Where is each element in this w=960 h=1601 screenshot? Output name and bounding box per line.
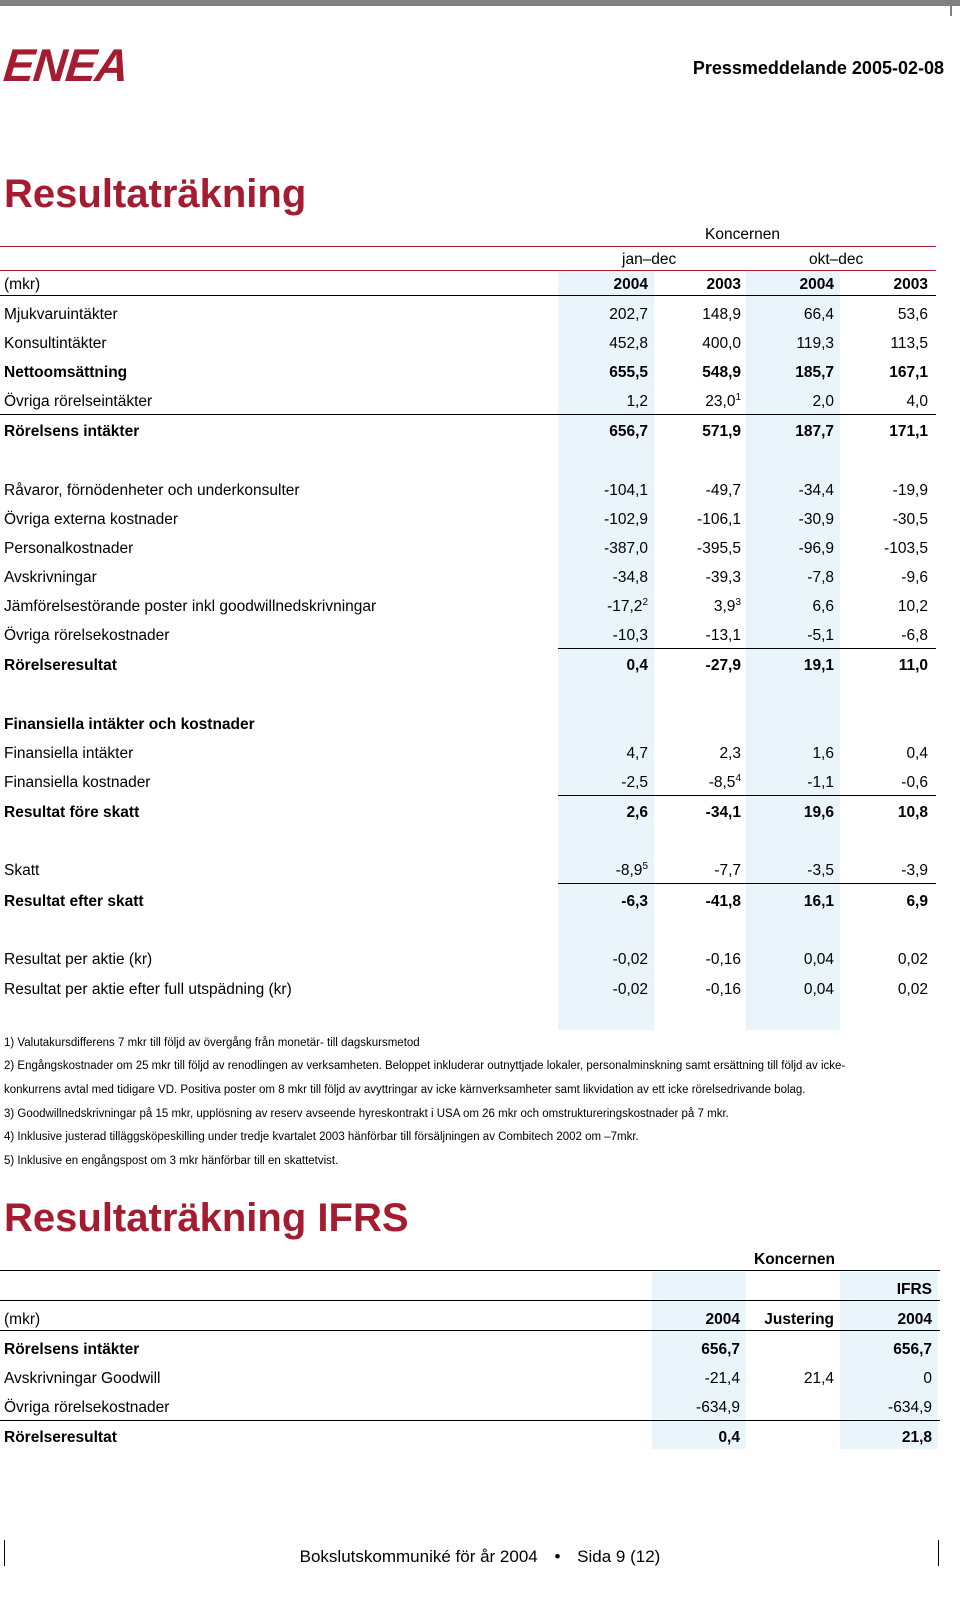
value-cell: -0,02 [612,951,648,968]
document-name: Bokslutskommuniké för år 2004 [299,1547,538,1566]
table-row [0,889,936,915]
row-label: Finansiella intäkter och kostnader [4,716,255,733]
value-cell: 19,6 [803,804,834,821]
value-cell: -6,3 [621,893,648,910]
section-heading-row [0,712,936,738]
value-cell: -34,4 [798,482,834,499]
table-row [0,1337,940,1363]
value-cell: -41,8 [705,893,741,910]
value-cell: -103,5 [884,540,928,557]
row-label: Råvaror, förnödenheter och underkonsulter [4,482,300,499]
value-cell: -27,9 [705,657,741,674]
value-cell: 4,0 [906,393,928,410]
footnote-ref: 4 [735,773,741,784]
value-cell: -0,02 [612,981,648,998]
row-label: Övriga rörelsekostnader [4,1399,170,1416]
footnote-ref: 2 [642,597,648,608]
year-cell: 2004 [799,276,834,293]
value-cell: -34,8 [612,569,648,586]
col-header: 2004 [897,1311,932,1328]
value-cell: 4,7 [626,745,648,762]
table-row [0,741,936,767]
table-row [0,623,936,649]
row-label: Resultat per aktie (kr) [4,951,153,968]
year-cell: 2003 [893,276,928,293]
value-cell: -387,0 [604,540,648,557]
divider-line [0,414,936,415]
value-cell: 11,0 [898,657,928,674]
bullet: • [554,1547,561,1566]
value-cell: -49,7 [705,482,741,499]
row-label: Rörelsens intäkter [4,1341,140,1358]
value-cell: 2,3 [719,745,741,762]
value-cell: -19,9 [892,482,928,499]
divider-line [0,1330,940,1331]
divider-line [558,883,936,884]
value-cell: -102,9 [604,511,648,528]
divider-line [0,1270,940,1271]
row-label: Rörelseresultat [4,1429,117,1446]
value-cell: -634,9 [696,1399,740,1416]
table-row [0,1425,940,1451]
value-cell: 0,4 [718,1429,740,1446]
table-row [0,389,936,415]
row-label: Jämförelsestörande poster inkl goodwillnedskrivningar [4,598,377,615]
page-number: Sida 9 [577,1547,626,1566]
value-cell: 6,6 [812,598,834,615]
table-row [0,653,936,679]
value-cell: -10,3 [612,627,648,644]
row-label: Personalkostnader [4,540,134,557]
divider-line [0,1420,940,1421]
top-bar-tick [950,6,952,16]
value-cell: 400,0 [702,335,741,352]
value-cell: 656,7 [701,1341,740,1358]
value-cell: -96,9 [798,540,834,557]
row-label: Avskrivningar [4,569,97,586]
divider-line [0,295,936,296]
row-label: Finansiella intäkter [4,745,134,762]
value-cell: 21,4 [803,1370,834,1387]
value-cell: -30,5 [892,511,928,528]
row-label: Resultat efter skatt [4,893,144,910]
footnote: 3) Goodwillnedskrivningar på 15 mkr, upplösning av reserv avseende hyreskontrakt i USA om 26 mkr och omstruktureringskostnader på 7 mkr. [4,1108,729,1120]
value-cell: 0,02 [897,951,928,968]
divider-line [0,1300,940,1301]
value-cell: -0,6 [901,774,928,791]
value-cell: 0,4 [906,745,928,762]
value-cell: -3,5 [807,862,834,879]
income-statement-table [0,222,936,1032]
row-label: Resultat före skatt [4,804,140,821]
value-cell: 0,4 [626,657,648,674]
value-cell: -6,8 [901,627,928,644]
table-row [0,302,936,328]
row-label: Rörelseresultat [4,657,117,674]
value-cell: 2,6 [626,804,648,821]
footnote: 4) Inklusive justerad tilläggsköpeskilling under tredje kvartalet 2003 hänförbar till försäljningen av Combitech 2002 om –7mkr. [4,1131,639,1143]
table-row [0,331,936,357]
page-footer [0,1547,960,1567]
row-label: Övriga rörelseintäkter [4,393,153,410]
footnote: 2) Engångskostnader om 25 mkr till följd av renodlingen av verksamheten. Beloppet inkluderar outnyttjade lokaler, personalminskning samt ersättning till följd av icke- [4,1060,846,1072]
table-row [0,565,936,591]
value-cell: 148,9 [702,306,741,323]
table-row [0,536,936,562]
value-cell: -21,4 [704,1370,740,1387]
col-header: 2004 [705,1311,740,1328]
value-cell: 16,1 [803,893,834,910]
top-bar [0,0,960,6]
value-cell: -395,5 [697,540,741,557]
row-label: Övriga externa kostnader [4,511,179,528]
table-row [0,360,936,386]
value-cell: 655,5 [609,364,648,381]
value-cell: 6,9 [906,893,928,910]
group-header: Koncernen [754,1251,835,1268]
footnote: 5) Inklusive en engångspost om 3 mkr hänförbar till en skattetvist. [4,1155,339,1167]
enea-logo: ENEA [1,39,131,91]
value-cell: -13,1 [705,627,741,644]
value-cell: -0,16 [705,951,741,968]
year-cell: 2004 [613,276,648,293]
value-cell: 656,7 [893,1341,932,1358]
row-label: Skatt [4,862,40,879]
value-cell: 119,3 [796,335,834,352]
col-header: Justering [764,1311,834,1328]
table-row [0,1395,940,1421]
value-cell: -7,8 [807,569,834,586]
ifrs-table [0,1246,940,1451]
footnote-ref: 3 [735,597,741,608]
ifrs-statement-title: Resultaträkning IFRS [4,1196,409,1240]
value-cell: -5,1 [807,627,834,644]
value-cell: 452,8 [609,335,648,352]
value-cell: -0,16 [705,981,741,998]
value-cell: $-8,9^5$ [615,861,648,879]
value-cell: 19,1 [803,657,834,674]
value-cell: 548,9 [702,364,741,381]
unit-label: (mkr) [4,276,41,293]
value-cell: 1,6 [812,745,834,762]
value-cell: -17,2$^2$ [607,597,648,615]
row-label: Konsultintäkter [4,335,107,352]
table-row [0,858,936,884]
page-total: (12) [630,1547,661,1566]
value-cell: 53,6 [897,306,928,323]
divider-line [0,270,936,271]
value-cell: 113,5 [890,335,928,352]
ifrs-label: IFRS [896,1281,932,1298]
value-cell: $3,9^3$ [713,597,741,615]
value-cell: -3,9 [901,862,928,879]
value-cell: -39,3 [705,569,741,586]
value-cell: 167,1 [889,364,928,381]
row-label: Finansiella kostnader [4,774,151,791]
value-cell: 10,2 [897,598,928,615]
table-row [0,770,936,796]
value-cell: 571,9 [702,423,741,440]
value-cell: 0 [923,1370,932,1387]
value-cell: -106,1 [697,511,741,528]
value-cell: 10,8 [897,804,928,821]
footnote: konkurrens avtal med tidigare VD. Positiva poster om 8 mkr till följd av avyttringar av icke kärnverksamheter samt likvidation av ett icke rörelsedrivande bolag. [4,1084,806,1096]
row-label: Övriga rörelsekostnader [4,627,170,644]
value-cell: 0,02 [897,981,928,998]
row-label: Rörelsens intäkter [4,423,140,440]
value-cell: -30,9 [798,511,834,528]
row-label: Avskrivningar Goodwill [4,1370,161,1387]
value-cell: -7,7 [714,862,741,879]
group-header: Koncernen [705,226,780,243]
value-cell: 202,7 [609,306,648,323]
table-row [0,947,936,973]
value-cell: 0,04 [803,981,834,998]
value-cell: -1,1 [807,774,834,791]
value-cell: 23,0$^1$ [705,392,741,410]
table-row [0,977,936,1003]
value-cell: 66,4 [803,306,834,323]
value-cell: 171,1 [889,423,928,440]
year-cell: 2003 [706,276,741,293]
footnote-ref: 5 [642,861,648,872]
table-row [0,478,936,504]
table-row [0,1366,940,1392]
value-cell: -2,5 [621,774,648,791]
value-cell: 0,04 [803,951,834,968]
period-jan-dec: jan–dec [622,251,677,268]
footnote-ref: 1 [735,392,741,403]
value-cell: -634,9 [888,1399,932,1416]
row-label: Nettoomsättning [4,364,128,381]
table-row [0,419,936,445]
value-cell: 185,7 [795,364,834,381]
value-cell: -34,1 [705,804,741,821]
value-cell: 2,0 [812,393,834,410]
value-cell: 187,7 [795,423,834,440]
value-cell: 656,7 [609,423,648,440]
table-row [0,507,936,533]
value-cell: -104,1 [604,482,648,499]
row-label: Mjukvaruintäkter [4,306,118,323]
value-cell: -9,6 [901,569,928,586]
press-release-date: Pressmeddelande 2005-02-08 [692,58,944,78]
unit-label: (mkr) [4,1311,41,1328]
period-okt-dec: okt–dec [809,251,864,268]
divider-line [0,246,936,247]
table-row [0,594,936,620]
table-row [0,800,936,826]
divider-line [558,795,936,796]
value-cell: 21,8 [901,1429,932,1446]
row-label: Resultat per aktie efter full utspädning (kr) [4,981,292,998]
divider-line [558,648,936,649]
footnote: 1) Valutakursdifferens 7 mkr till följd av övergång från monetär- till dagskursmetod [4,1037,420,1049]
value-cell: 1,2 [626,393,648,410]
income-statement-title: Resultaträkning [4,172,307,216]
value-cell: $-8,5^4$ [708,773,741,791]
